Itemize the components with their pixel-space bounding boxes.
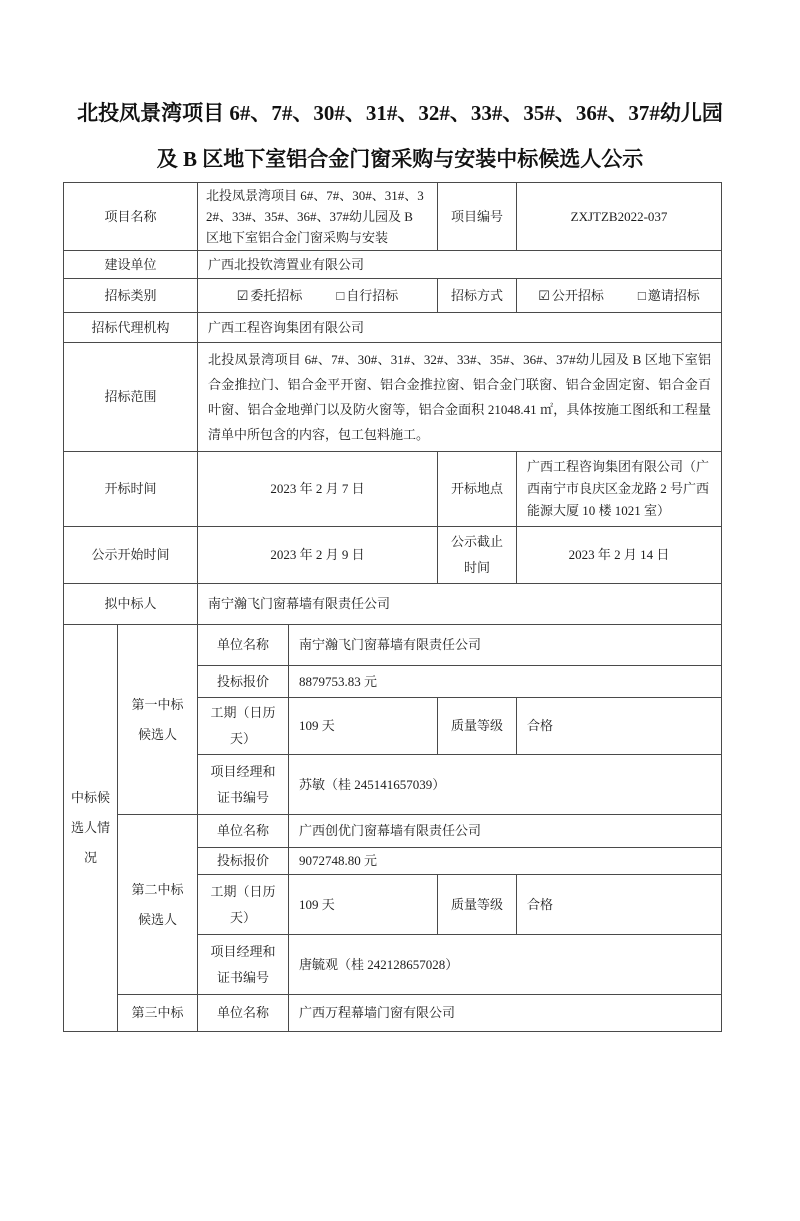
company-label: 单位名称	[198, 815, 289, 848]
publicity-end-value: 2023 年 2 月 14 日	[517, 527, 722, 584]
bid-open-time-value: 2023 年 2 月 7 日	[198, 452, 438, 527]
tender-category-label: 招标类别	[64, 279, 198, 313]
table-row	[64, 343, 722, 452]
candidate-2-quality: 合格	[517, 875, 722, 935]
tender-method-options	[517, 279, 722, 313]
agency-label: 招标代理机构	[64, 313, 198, 343]
manager-label: 项目经理和证书编号	[198, 935, 289, 995]
publicity-start-value: 2023 年 2 月 9 日	[198, 527, 438, 584]
table-row	[64, 625, 722, 666]
scope-label: 招标范围	[64, 343, 198, 452]
publicity-end-label: 公示截止时间	[438, 527, 517, 584]
duration-label: 工期（日历天）	[198, 698, 289, 755]
quality-label: 质量等级	[438, 698, 517, 755]
candidate-1-price: 8879753.83 元	[289, 666, 722, 698]
project-name-value: 北投凤景湾项目 6#、7#、30#、31#、32#、33#、35#、36#、37#幼儿园及 B 区地下室铝合金门窗采购与安装	[198, 183, 438, 251]
candidate-2-duration: 109 天	[289, 875, 438, 935]
manager-label: 项目经理和证书编号	[198, 755, 289, 815]
price-label: 投标报价	[198, 848, 289, 875]
checkbox-unchecked-icon: □	[637, 287, 646, 303]
candidate-2-rank: 第二中标候选人	[118, 815, 198, 995]
candidate-1-manager: 苏敏（桂 245141657039）	[289, 755, 722, 815]
quality-label: 质量等级	[438, 875, 517, 935]
candidate-1-company: 南宁瀚飞门窗幕墙有限责任公司	[289, 625, 722, 666]
candidate-3-company: 广西万程幕墙门窗有限公司	[289, 995, 722, 1032]
duration-label: 工期（日历天）	[198, 875, 289, 935]
project-name-label: 项目名称	[64, 183, 198, 251]
table-row	[64, 452, 722, 527]
company-label: 单位名称	[198, 625, 289, 666]
publicity-start-label: 公示开始时间	[64, 527, 198, 584]
scope-value: 北投凤景湾项目 6#、7#、30#、31#、32#、33#、35#、36#、37#幼儿园及 B 区地下室铝合金推拉门、铝合金平开窗、铝合金推拉窗、铝合金门联窗、铝合金固定窗、铝合金百叶窗、铝合金地弹门以及防火窗等，铝合金面积 21048.41 ㎡，具体按施工图纸和工程量清单中所包含的内容，包工包料施工。	[198, 343, 722, 452]
tender-method-label: 招标方式	[438, 279, 517, 313]
bid-open-place-value: 广西工程咨询集团有限公司（广西南宁市良庆区金龙路 2 号广西能源大厦 10 楼 1021 室）	[517, 452, 722, 527]
page-title: 北投凤景湾项目 6#、7#、30#、31#、32#、33#、35#、36#、37#幼儿园及 B 区地下室铝合金门窗采购与安装中标候选人公示	[77, 101, 723, 171]
candidate-1-duration: 109 天	[289, 698, 438, 755]
option-self-tender: □ 自行招标	[336, 288, 398, 303]
candidates-section-label: 中标候选人情况	[64, 625, 118, 1032]
candidate-2-company: 广西创优门窗幕墙有限责任公司	[289, 815, 722, 848]
table-row	[64, 527, 722, 584]
candidate-3-rank: 第三中标	[118, 995, 198, 1032]
option-entrusted-tender: ☑ 委托招标	[237, 288, 303, 303]
tender-category-options	[198, 279, 438, 313]
table-row	[64, 815, 722, 848]
announcement-table	[63, 182, 722, 1032]
proposed-winner-value: 南宁瀚飞门窗幕墙有限责任公司	[198, 584, 722, 625]
candidate-1-quality: 合格	[517, 698, 722, 755]
bid-open-place-label: 开标地点	[438, 452, 517, 527]
table-row	[64, 183, 722, 251]
project-no-label: 项目编号	[438, 183, 517, 251]
table-row	[64, 251, 722, 279]
candidate-2-manager: 唐毓观（桂 242128657028）	[289, 935, 722, 995]
candidate-2-price: 9072748.80 元	[289, 848, 722, 875]
agency-value: 广西工程咨询集团有限公司	[198, 313, 722, 343]
proposed-winner-label: 拟中标人	[64, 584, 198, 625]
table-row	[64, 584, 722, 625]
owner-label: 建设单位	[64, 251, 198, 279]
table-row	[64, 313, 722, 343]
checkbox-checked-icon: ☑	[538, 287, 550, 303]
checkbox-unchecked-icon: □	[336, 287, 345, 303]
price-label: 投标报价	[198, 666, 289, 698]
table-row	[64, 279, 722, 313]
company-label: 单位名称	[198, 995, 289, 1032]
option-invited-tender: □ 邀请招标	[638, 288, 700, 303]
bid-open-time-label: 开标时间	[64, 452, 198, 527]
candidate-1-rank: 第一中标候选人	[118, 625, 198, 815]
option-open-tender: ☑ 公开招标	[538, 288, 604, 303]
owner-value: 广西北投钦湾置业有限公司	[198, 251, 722, 279]
checkbox-checked-icon: ☑	[236, 287, 249, 303]
project-no-value: ZXJTZB2022-037	[517, 183, 722, 251]
table-row	[64, 995, 722, 1032]
